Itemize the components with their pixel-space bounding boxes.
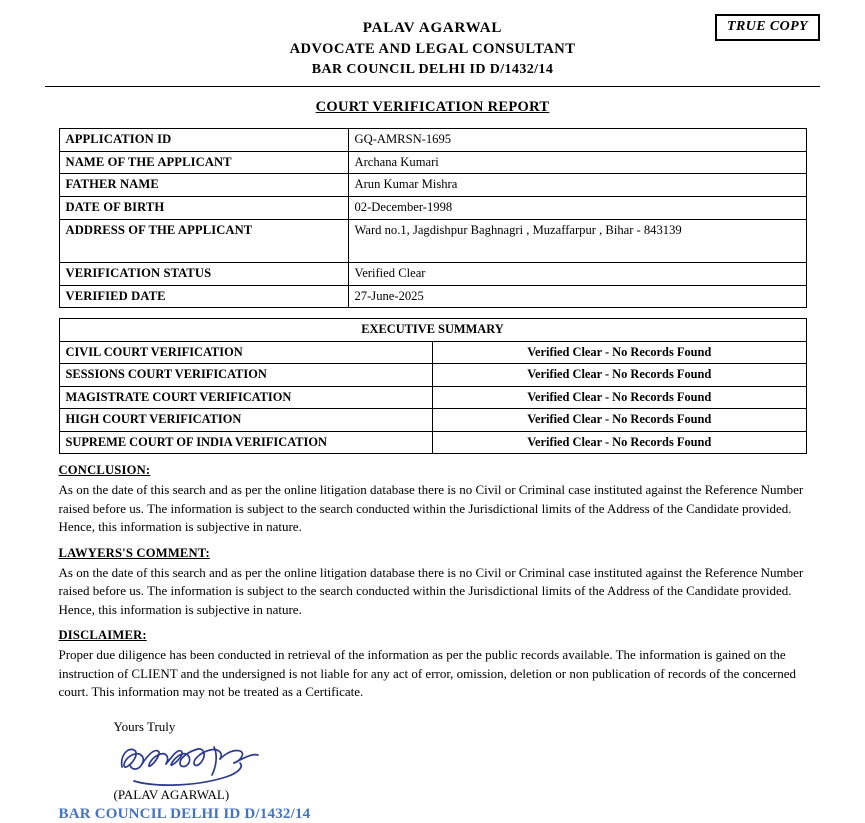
conclusion-title: CONCLUSION: (58, 463, 151, 478)
advocate-name: PALAV AGARWAL (362, 20, 503, 36)
detail-value: GQ-AMRSN-1695 (348, 129, 806, 152)
status-badge: Verified Clear - No Records Found (433, 386, 807, 409)
table-row (59, 285, 806, 308)
detail-value: Verified Clear (348, 262, 806, 285)
court-label: MAGISTRATE COURT VERIFICATION (59, 386, 433, 409)
status-badge: Verified Clear - No Records Found (433, 409, 807, 432)
detail-value: Arun Kumar Mishra (348, 174, 806, 197)
detail-label: VERIFICATION STATUS (59, 262, 348, 285)
detail-value: Archana Kumari (348, 151, 806, 174)
advocate-bar-council: BAR COUNCIL DELHI ID D/1432/14 (311, 62, 554, 77)
conclusion-section (59, 463, 807, 536)
table-row (59, 151, 806, 174)
status-badge: Verified Clear - No Records Found (433, 341, 807, 364)
disclaimer-section (59, 628, 807, 701)
table-row (59, 341, 806, 364)
page-title: COURT VERIFICATION REPORT (315, 99, 550, 115)
handwritten-signature-icon (114, 737, 807, 787)
detail-label: ADDRESS OF THE APPLICANT (59, 219, 348, 262)
detail-label: NAME OF THE APPLICANT (59, 151, 348, 174)
table-row (59, 409, 806, 432)
table-row (59, 386, 806, 409)
executive-summary-heading: EXECUTIVE SUMMARY (59, 319, 806, 342)
table-row (59, 174, 806, 197)
disclaimer-text: Proper due diligence has been conducted in retrieval of the information as per the public records available. The information is gained on the instruction of CLIENT and the undersigned is not liable for any act of error, omission, deletion or non publication of records of the concerned court. This information may not be treated as a Certificate. (58, 647, 797, 700)
applicant-details-table (59, 128, 807, 308)
detail-label: DATE OF BIRTH (59, 197, 348, 220)
executive-summary-table (59, 318, 807, 454)
table-row (59, 431, 806, 454)
court-label: SESSIONS COURT VERIFICATION (59, 364, 433, 387)
detail-value: Ward no.1, Jagdishpur Baghnagri , Muzaffarpur , Bihar - 843139 (348, 219, 806, 262)
detail-label: APPLICATION ID (59, 129, 348, 152)
signature-block (59, 719, 807, 803)
detail-value: 02-December-1998 (348, 197, 806, 220)
table-row (59, 364, 806, 387)
lawyers-comment-title: LAWYERS'S COMMENT: (58, 545, 210, 560)
court-label: HIGH COURT VERIFICATION (59, 409, 433, 432)
signatory-name: (PALAV AGARWAL) (113, 787, 230, 803)
footer-bar-council-id: BAR COUNCIL DELHI ID D/1432/14 (58, 806, 311, 823)
letterhead (45, 20, 820, 78)
court-label: CIVIL COURT VERIFICATION (59, 341, 433, 364)
advocate-designation: ADVOCATE AND LEGAL CONSULTANT (289, 41, 576, 57)
status-badge: Verified Clear - No Records Found (433, 364, 807, 387)
true-copy-stamp: TRUE COPY (715, 14, 820, 41)
conclusion-text: As on the date of this search and as per the online litigation database there is no Civil or Criminal case instituted against the Reference Number raised before us. The information is subject to the search conducted within the Jurisdictional limits of the Address of the Candidate provided. Hence, this information is subjective in nature. (58, 482, 804, 535)
status-badge: Verified Clear - No Records Found (433, 431, 807, 454)
lawyers-comment-text: As on the date of this search and as per the online litigation database there is no Civil or Criminal case instituted against the Reference Number raised before us. The information is subject to the search conducted within the Jurisdictional limits of the Address of the Candidate provided. Hence, this information is subjective in nature. (58, 564, 804, 617)
table-row (59, 262, 806, 285)
disclaimer-title: DISCLAIMER: (58, 628, 147, 643)
lawyers-comment-section (59, 546, 807, 619)
detail-value: 27-June-2025 (348, 285, 806, 308)
court-label: SUPREME COURT OF INDIA VERIFICATION (59, 431, 433, 454)
table-header-row (59, 319, 806, 342)
detail-label: VERIFIED DATE (59, 285, 348, 308)
table-row (59, 219, 806, 262)
closing-text: Yours Truly (113, 719, 176, 735)
table-row (59, 129, 806, 152)
detail-label: FATHER NAME (59, 174, 348, 197)
header-divider (45, 86, 820, 87)
table-row (59, 197, 806, 220)
